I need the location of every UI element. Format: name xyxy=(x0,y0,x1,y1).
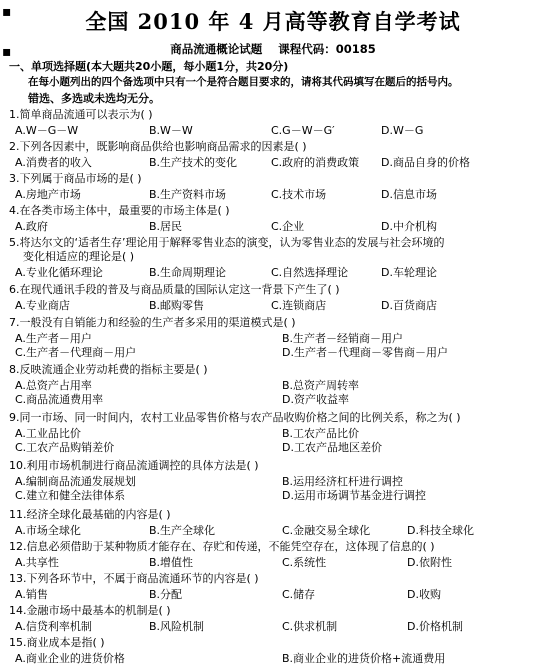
option-a: A.生产者－用户 xyxy=(15,332,92,345)
option-b: B.运用经济杠杆进行调控 xyxy=(282,475,404,488)
option-b: B.生产全球化 xyxy=(149,524,216,537)
bullet-mark: ▪ xyxy=(2,44,12,60)
option-c: C.系统性 xyxy=(282,556,327,569)
question-stem: 15.商业成本是指( ) xyxy=(9,636,105,649)
option-c: C.储存 xyxy=(282,588,316,601)
option-row xyxy=(9,618,539,632)
question-item xyxy=(9,140,539,168)
option-row xyxy=(9,522,539,536)
question-item xyxy=(9,411,539,453)
option-d: D.中介机构 xyxy=(381,220,437,233)
option-b: B.分配 xyxy=(149,588,183,601)
section-instruction-1: 在每小题列出的四个备选项中只有一个是符合题目要求的，请将其代码填写在题后的括号内。 xyxy=(28,76,459,88)
question-stem: 9.同一市场、同一时间内，农村工业品零售价格与农产品收购价格之间的比例关系，称之为( ) xyxy=(9,411,461,424)
section-heading: 一、单项选择题(本大题共20小题，每小题1分，共20分) xyxy=(9,60,289,73)
option-d: D.价格机制 xyxy=(407,620,463,633)
option-d: D.工农产品地区差价 xyxy=(282,441,382,454)
option-b: B.生命周期理论 xyxy=(149,266,227,279)
question-item xyxy=(9,459,539,501)
option-a: A.信贷利率机制 xyxy=(15,620,92,633)
question-item xyxy=(9,508,539,536)
option-b: B.生产者－经销商－用户 xyxy=(282,332,404,345)
option-row xyxy=(9,554,539,568)
option-c: C.供求机制 xyxy=(282,620,338,633)
option-a: A.政府 xyxy=(15,220,48,233)
option-d: D.依附性 xyxy=(407,556,452,569)
question-stem: 13.下列各环节中，不属于商品流通环节的内容是( ) xyxy=(9,572,259,585)
bullet-mark: ▪ xyxy=(2,4,12,20)
question-stem-continued: 变化相适应的理论是( ) xyxy=(23,250,135,263)
option-row xyxy=(9,297,539,311)
option-c: C.G－W－G′ xyxy=(271,124,335,137)
option-d: D.生产者－代理商－零售商－用户 xyxy=(282,346,448,359)
subject-name: 商品流通概论试题 xyxy=(170,42,263,56)
option-b: B.生产资料市场 xyxy=(149,188,227,201)
option-row xyxy=(9,391,539,405)
option-b: B.风险机制 xyxy=(149,620,205,633)
option-a: A.房地产市场 xyxy=(15,188,81,201)
question-stem: 1.简单商品流通可以表示为( ) xyxy=(9,108,153,121)
question-stem: 12.信息必须借助于某种物质才能存在、存贮和传递，不能凭空存在，这体现了信息的( ) xyxy=(9,540,435,553)
option-d: D.车轮理论 xyxy=(381,266,437,279)
option-b: B.工农产品比价 xyxy=(282,427,360,440)
option-row xyxy=(9,218,539,232)
question-stem: 6.在现代通讯手段的普及与商品质量的国际认定这一背景下产生了( ) xyxy=(9,283,340,296)
question-stem: 4.在各类市场主体中，最重要的市场主体是( ) xyxy=(9,204,230,217)
option-b: B.居民 xyxy=(149,220,183,233)
question-item xyxy=(9,108,539,136)
option-d: D.资产收益率 xyxy=(282,393,349,406)
option-row xyxy=(9,344,539,358)
question-stem: 8.反映流通企业劳动耗费的指标主要是( ) xyxy=(9,363,208,376)
exam-subtitle xyxy=(0,41,546,57)
question-stem: 7.一般没有自销能力和经验的生产者多采用的渠道模式是( ) xyxy=(9,316,296,329)
option-a: A.市场全球化 xyxy=(15,524,81,537)
option-c: C.金融交易全球化 xyxy=(282,524,371,537)
question-item xyxy=(9,283,539,311)
option-row xyxy=(9,487,539,501)
option-d: D.运用市场调节基金进行调控 xyxy=(282,489,426,502)
option-c: C.工农产品购销差价 xyxy=(15,441,115,454)
option-d: D.百货商店 xyxy=(381,299,437,312)
option-row xyxy=(9,186,539,200)
option-a: A.工业品比价 xyxy=(15,427,81,440)
option-c: C.建立和健全法律体系 xyxy=(15,489,126,502)
option-row xyxy=(9,586,539,600)
question-stem: 5.将达尔文的‘适者生存’理论用于解释零售业态的演变，认为零售业态的发展与社会环境的 xyxy=(9,236,445,249)
option-b: B.邮购零售 xyxy=(149,299,205,312)
question-item xyxy=(9,636,539,664)
option-d: D.科技全球化 xyxy=(407,524,474,537)
option-a: A.销售 xyxy=(15,588,48,601)
option-a: A.总资产占用率 xyxy=(15,379,92,392)
option-b: B.商业企业的进货价格+流通费用 xyxy=(282,652,446,665)
page-title: 全国 2010 年 4 月高等教育自学考试 xyxy=(85,9,461,34)
option-b: B.总资产周转率 xyxy=(282,379,360,392)
question-stem: 2.下列各因素中，既影响商品供给也影响商品需求的因素是( ) xyxy=(9,140,307,153)
option-row xyxy=(9,154,539,168)
option-c: C.连锁商店 xyxy=(271,299,327,312)
option-b: B.生产技术的变化 xyxy=(149,156,238,169)
option-a: A.专业化循环理论 xyxy=(15,266,103,279)
option-row xyxy=(9,122,539,136)
course-code: 课程代码：00185 xyxy=(278,42,376,56)
question-stem: 3.下列属于商品市场的是( ) xyxy=(9,172,142,185)
option-row xyxy=(9,377,539,391)
option-c: C.技术市场 xyxy=(271,188,327,201)
option-row xyxy=(9,473,539,487)
option-row xyxy=(9,650,539,664)
option-c: C.商品流通费用率 xyxy=(15,393,104,406)
question-item xyxy=(9,172,539,200)
option-d: D.收购 xyxy=(407,588,441,601)
question-item xyxy=(9,572,539,600)
question-item xyxy=(9,204,539,232)
question-item xyxy=(9,316,539,358)
option-row xyxy=(9,264,539,278)
option-a: A.商业企业的进货价格 xyxy=(15,652,125,665)
section-instruction-2: 错选、多选或未选均无分。 xyxy=(28,92,160,105)
option-d: D.商品自身的价格 xyxy=(381,156,470,169)
question-item xyxy=(9,236,539,278)
option-c: C.生产者－代理商－用户 xyxy=(15,346,137,359)
option-c: C.政府的消费政策 xyxy=(271,156,360,169)
question-item xyxy=(9,604,539,632)
option-b: B.增值性 xyxy=(149,556,194,569)
option-row xyxy=(9,330,539,344)
question-stem: 11.经济全球化最基础的内容是( ) xyxy=(9,508,171,521)
question-stem: 14.金融市场中最基本的机制是( ) xyxy=(9,604,171,617)
option-a: A.共享性 xyxy=(15,556,59,569)
option-d: D.W－G xyxy=(381,124,424,137)
question-item xyxy=(9,363,539,405)
question-stem: 10.利用市场机制进行商品流通调控的具体方法是( ) xyxy=(9,459,259,472)
option-a: A.W－G－W xyxy=(15,124,79,137)
option-a: A.消费者的收入 xyxy=(15,156,92,169)
option-d: D.信息市场 xyxy=(381,188,437,201)
option-c: C.企业 xyxy=(271,220,305,233)
question-item xyxy=(9,540,539,568)
option-row xyxy=(9,425,539,439)
option-row xyxy=(9,439,539,453)
option-c: C.自然选择理论 xyxy=(271,266,349,279)
option-a: A.专业商店 xyxy=(15,299,70,312)
option-a: A.编制商品流通发展规划 xyxy=(15,475,136,488)
option-b: B.W－W xyxy=(149,124,193,137)
